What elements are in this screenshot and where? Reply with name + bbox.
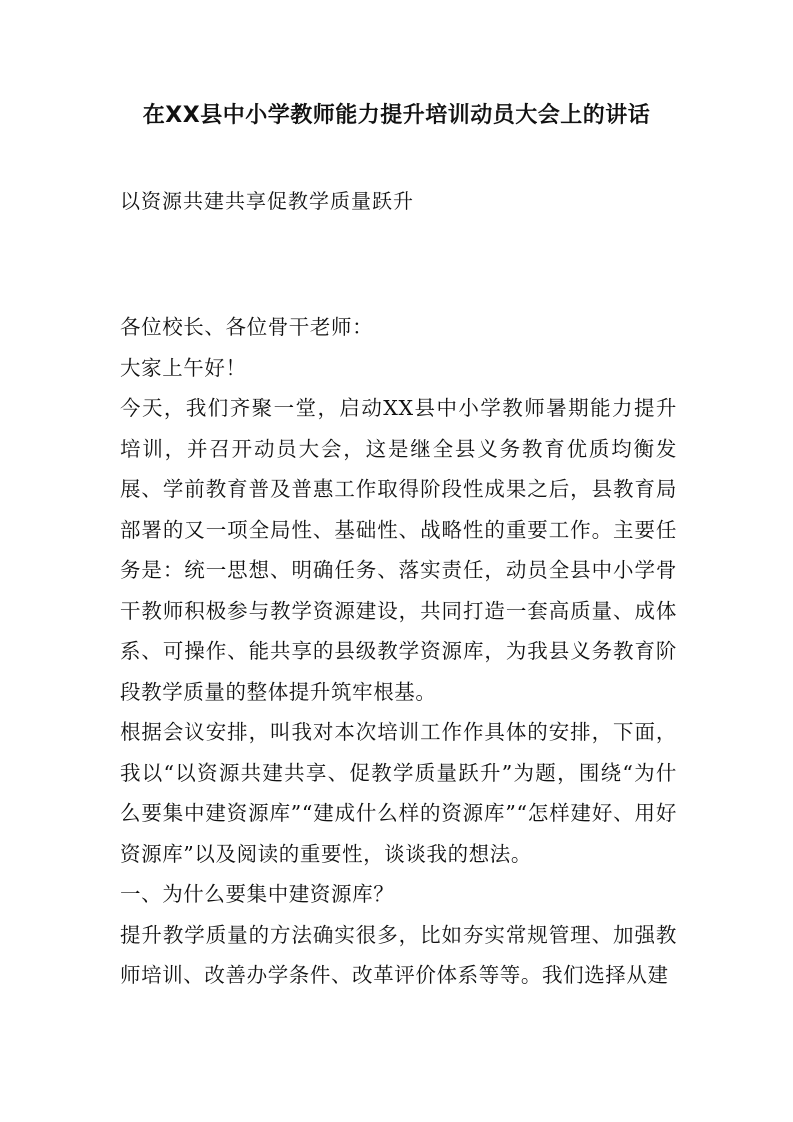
greeting: 大家上午好！ xyxy=(120,355,247,380)
document-title: 在XX县中小学教师能力提升培训动员大会上的讲话 xyxy=(142,103,651,128)
document-subtitle: 以资源共建共享促教学质量跃升 xyxy=(120,189,414,213)
document-body xyxy=(120,307,677,996)
body-paragraph: 根据会议安排，叫我对本次培训工作作具体的安排，下面，我以“以资源共建共享、促教学质量跃升”为题，围绕“为什么要集中建资源库”“建成什么样的资源库”“怎样建好、用好资源库”以及阅读的重要性，谈谈我的想法。 xyxy=(120,720,677,866)
salutation: 各位校长、各位骨干老师： xyxy=(120,315,374,339)
body-paragraph: 提升教学质量的方法确实很多，比如夯实常规管理、加强教师培训、改善办学条件、改革评价体系等等。我们选择从建 xyxy=(120,922,677,987)
section-heading: 一、为什么要集中建资源库？ xyxy=(120,882,395,906)
body-paragraph: 今天，我们齐聚一堂，启动XX县中小学教师暑期能力提升培训，并召开动员大会，这是继全县义务教育优质均衡发展、学前教育普及普惠工作取得阶段性成果之后，县教育局部署的又一项全局性、基础性、战略性的重要工作。主要任务是：统一思想、明确任务、落实责任，动员全县中小学骨干教师积极参与教学资源建设，共同打造一套高质量、成体系、可操作、能共享的县级教学资源库，为我县义务教育阶段教学质量的整体提升筑牢根基。 xyxy=(120,396,677,704)
